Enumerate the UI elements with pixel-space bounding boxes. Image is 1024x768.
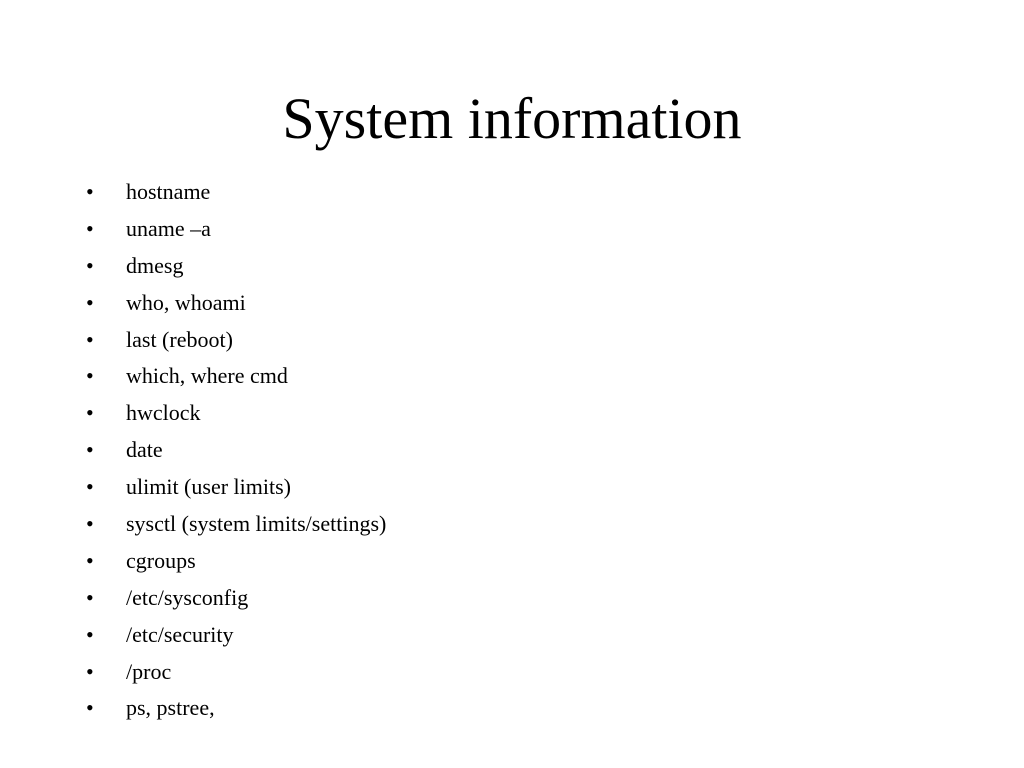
bullet-icon: • bbox=[86, 658, 94, 684]
list-item bbox=[86, 654, 386, 691]
bullet-icon: • bbox=[86, 511, 94, 537]
list-item bbox=[86, 506, 386, 543]
bullet-icon: • bbox=[86, 179, 94, 204]
list-item bbox=[86, 322, 386, 359]
list-item bbox=[86, 432, 386, 469]
list-item-text: /etc/security bbox=[126, 621, 234, 647]
list-item-text: hostname bbox=[126, 179, 211, 204]
list-item-text: hwclock bbox=[126, 400, 201, 426]
bullet-icon: • bbox=[86, 215, 94, 241]
list-item bbox=[86, 211, 386, 248]
bullet-icon: • bbox=[86, 326, 94, 352]
list-item-text: date bbox=[126, 437, 163, 463]
list-item-text: cgroups bbox=[126, 547, 196, 573]
bullet-icon: • bbox=[86, 474, 94, 500]
bullet-icon: • bbox=[86, 621, 94, 647]
list-item bbox=[86, 690, 386, 727]
list-item bbox=[86, 285, 386, 322]
list-item-text: sysctl (system limits/settings) bbox=[126, 511, 387, 537]
bullet-icon: • bbox=[86, 400, 94, 426]
list-item bbox=[86, 358, 386, 395]
list-item bbox=[86, 174, 386, 211]
list-item-text: who, whoami bbox=[126, 289, 246, 315]
list-item-text: ulimit (user limits) bbox=[126, 474, 291, 500]
slide-title: System information bbox=[282, 86, 742, 151]
list-item-text: dmesg bbox=[126, 252, 184, 278]
bullet-icon: • bbox=[86, 437, 94, 463]
list-item-text: uname –a bbox=[126, 215, 211, 241]
bullet-icon: • bbox=[86, 584, 94, 610]
list-item bbox=[86, 248, 386, 285]
bullet-icon: • bbox=[86, 695, 94, 721]
list-item-text: which, where cmd bbox=[126, 363, 288, 389]
list-item-text: /etc/sysconfig bbox=[126, 584, 249, 610]
list-item bbox=[86, 543, 386, 580]
bullet-icon: • bbox=[86, 363, 94, 389]
list-item-text: /proc bbox=[126, 658, 172, 684]
list-item-text: last (reboot) bbox=[126, 326, 233, 352]
list-item bbox=[86, 617, 386, 654]
list-item-text: ps, pstree, bbox=[126, 695, 215, 721]
list-item bbox=[86, 395, 386, 432]
bullet-icon: • bbox=[86, 289, 94, 315]
list-item bbox=[86, 580, 386, 617]
bullet-list bbox=[86, 174, 386, 727]
list-item bbox=[86, 469, 386, 506]
bullet-icon: • bbox=[86, 547, 94, 573]
bullet-icon: • bbox=[86, 252, 94, 278]
